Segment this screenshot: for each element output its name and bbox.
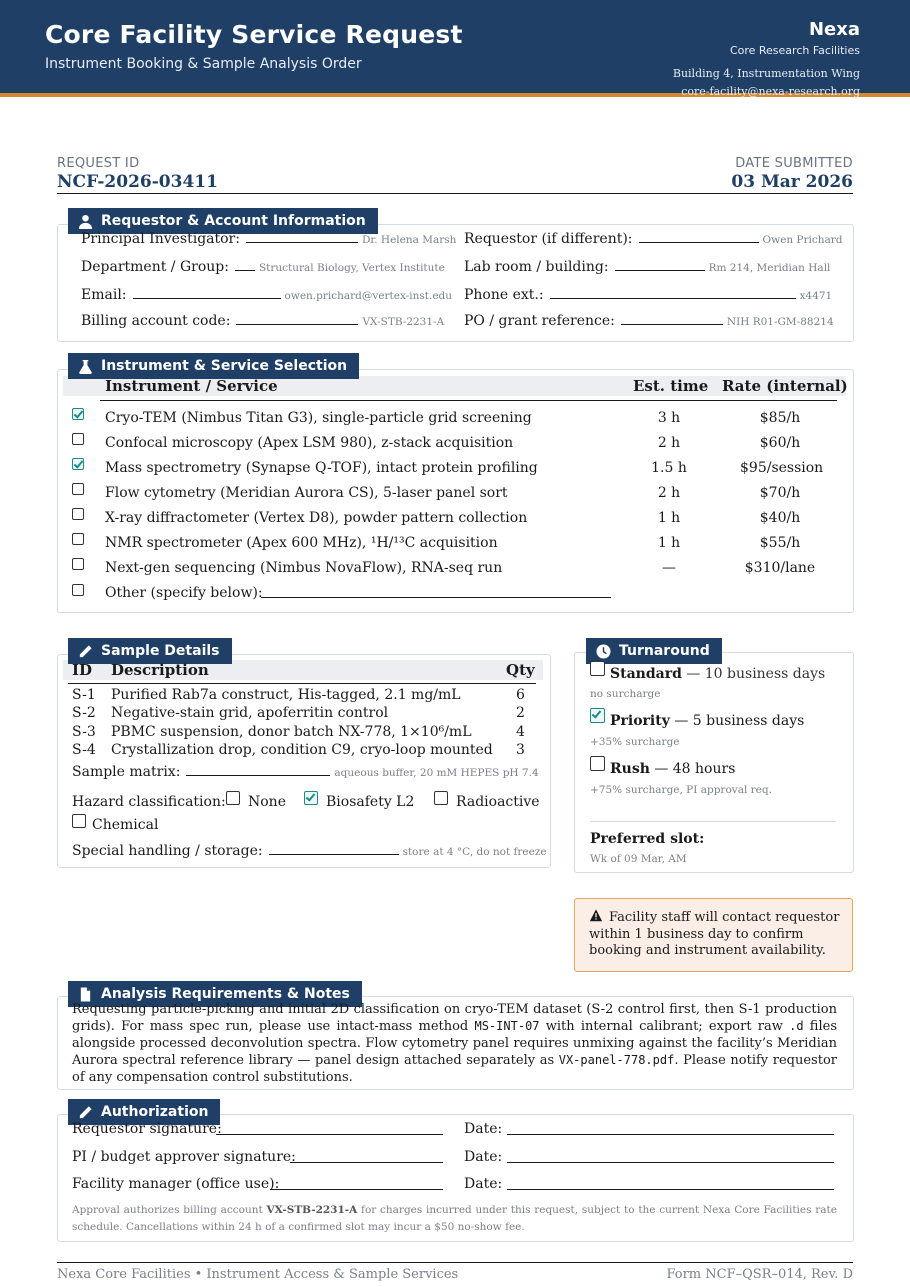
- instrument-time: 2 h: [657, 485, 681, 501]
- instrument-name: NMR spectrometer (Apex 600 MHz), ¹H/¹³C acquisition: [105, 535, 498, 551]
- org-name: Nexa: [808, 19, 860, 40]
- po-value: NIH R01-GM-88214: [726, 316, 834, 328]
- department-value: Structural Biology, Vertex Institute: [258, 262, 445, 274]
- instrument-rate: $60/h: [759, 435, 801, 451]
- billing-code-field[interactable]: [81, 313, 444, 329]
- instrument-header-rule: [100, 400, 837, 401]
- requestor-field[interactable]: [464, 231, 843, 247]
- turnaround-priority: [610, 713, 804, 729]
- billing-code-fine: VX-STB-2231-A: [266, 1204, 358, 1216]
- lab-room-field[interactable]: [464, 259, 830, 275]
- hazard-none-label: None: [248, 794, 286, 810]
- sample-header-rule: [68, 683, 536, 684]
- col-time: Est. time: [633, 377, 709, 395]
- sample-qty: 6: [516, 687, 525, 703]
- pi-sig-line[interactable]: [290, 1162, 443, 1163]
- manager-sig-label: Facility manager (office use):: [72, 1176, 280, 1192]
- turnaround-heading: [586, 638, 722, 664]
- pi-sig-date-label: Date:: [464, 1149, 503, 1165]
- instrument-time: 1 h: [657, 535, 681, 551]
- hazard-chemical-label: Chemical: [92, 817, 159, 833]
- sample-desc: Purified Rab7a construct, His-tagged, 2.1 mg/mL: [111, 687, 461, 703]
- email-label: Email:: [81, 287, 127, 303]
- special-handling-label: Special handling / storage:: [72, 843, 263, 859]
- instrument-checkbox[interactable]: [72, 405, 84, 424]
- hazard-radioactive-checkbox[interactable]: [434, 790, 448, 809]
- hazard-bsl2-label: Biosafety L2: [326, 794, 415, 810]
- instrument-rate: $70/h: [759, 485, 801, 501]
- col-sample-qty: Qty: [506, 661, 535, 679]
- instrument-checkbox[interactable]: [72, 430, 84, 449]
- turnaround-standard-checkbox[interactable]: [590, 661, 605, 680]
- date-submitted-label: DATE SUBMITTED: [735, 156, 853, 171]
- turnaround-rush: [610, 761, 735, 777]
- instrument-time: 1 h: [657, 510, 681, 526]
- pi-sig-date-line[interactable]: [507, 1162, 834, 1163]
- turnaround-heading-label: Turnaround: [619, 643, 710, 659]
- special-handling-value: store at 4 °C, do not freeze: [402, 846, 547, 858]
- turnaround-standard-note: no surcharge: [590, 688, 661, 700]
- sample-id: S-4: [72, 741, 96, 758]
- turnaround-priority-note: +35% surcharge: [590, 736, 680, 748]
- footer-right: Form NCF–QSR–014, Rev. D: [666, 1267, 853, 1282]
- pi-field[interactable]: [81, 231, 456, 247]
- other-input[interactable]: [261, 597, 611, 598]
- phone-label: Phone ext.:: [464, 287, 544, 303]
- sample-desc: Negative-stain grid, apoferritin control: [111, 705, 389, 722]
- instrument-rate: $310/lane: [744, 560, 816, 576]
- email-field[interactable]: [81, 287, 452, 303]
- request-divider: [57, 193, 853, 194]
- lab-room-label: Lab room / building:: [464, 259, 609, 275]
- authorization-fine-print: Approval authorizes billing account VX-STB-2231-A for charges incurred under this request, subject to the current Nexa Core Facilities rate schedule. Cancellations within 24 h of a confirmed slot may incur a $50 no-show fee.: [72, 1204, 837, 1233]
- form-title: Core Facility Service Request: [45, 20, 463, 49]
- requestor-sig-line[interactable]: [216, 1134, 443, 1135]
- requestor-label: Requestor (if different):: [464, 231, 633, 247]
- instrument-rate: $55/h: [759, 535, 801, 551]
- col-sample-id: ID: [72, 661, 93, 679]
- clock-icon: [596, 644, 611, 659]
- hazard-none-checkbox[interactable]: [226, 790, 240, 809]
- manager-sig-date-label: Date:: [464, 1176, 503, 1192]
- turnaround-divider: [590, 821, 836, 822]
- request-id-value: NCF-2026-03411: [57, 172, 218, 192]
- pi-label: Principal Investigator:: [81, 231, 240, 247]
- col-sample-desc: Description: [111, 661, 209, 679]
- method-code: MS-INT-07: [474, 1019, 540, 1033]
- col-service: Instrument / Service: [105, 377, 278, 395]
- preferred-slot-label: Preferred slot:: [590, 831, 705, 847]
- pen-icon: [78, 1105, 93, 1120]
- billing-code-value: VX-STB-2231-A: [362, 316, 445, 328]
- instrument-checkbox[interactable]: [72, 530, 84, 549]
- footer-rule: [57, 1262, 853, 1263]
- instrument-checkbox[interactable]: [72, 480, 84, 499]
- authorization-heading-label: Authorization: [101, 1104, 209, 1120]
- phone-value: x4471: [799, 290, 833, 302]
- turnaround-standard-name: Standard: [610, 666, 682, 682]
- requestor-heading-label: Requestor & Account Information: [101, 213, 366, 229]
- request-id-label: REQUEST ID: [57, 156, 140, 171]
- instrument-time: 3 h: [657, 410, 681, 426]
- instrument-checkbox[interactable]: [72, 505, 84, 524]
- preferred-slot-value[interactable]: Wk of 09 Mar, AM: [590, 853, 687, 865]
- sample-id: S-1: [72, 687, 96, 703]
- analysis-text: Requesting particle-picking and initial 2D classification on cryo-TEM dataset (S-2 control first, then S-1 production grids). For mass spec run, please use intact-mass method MS-INT-07 with internal calibrant; export raw .d files alongside processed deconvolution spectra. Flow cytometry panel requires unmixing against the facility’s Meridian Aurora spectral reference library — panel design attached separately as VX-panel-778.pdf. Please notify requestor of any compensation control substitutions.: [72, 1002, 837, 1085]
- sample-qty: 3: [516, 741, 525, 758]
- sample-id: S-3: [72, 723, 96, 740]
- turnaround-standard: [610, 666, 825, 682]
- requestor-sig-date-label: Date:: [464, 1121, 503, 1137]
- other-label: Other (specify below):: [105, 585, 263, 601]
- footer-left: Nexa Core Facilities • Instrument Access & Sample Services: [57, 1267, 459, 1282]
- turnaround-rush-checkbox[interactable]: [590, 756, 605, 775]
- email-value: owen.prichard@vertex-inst.edu: [284, 290, 453, 302]
- instrument-time: 1.5 h: [651, 460, 687, 476]
- form-subtitle: Instrument Booking & Sample Analysis Order: [45, 56, 362, 72]
- sample-matrix-value: aqueous buffer, 20 mM HEPES pH 7.4: [334, 767, 539, 779]
- org-email[interactable]: core-facility@nexa-research.org: [681, 85, 860, 98]
- document-icon: [78, 987, 93, 1002]
- org-address: Building 4, Instrumentation Wing: [672, 67, 860, 80]
- instrument-name: Cryo-TEM (Nimbus Titan G3), single-particle grid screening: [105, 410, 532, 426]
- instrument-rate: $40/h: [759, 510, 801, 526]
- instrument-rate: $85/h: [759, 410, 801, 426]
- instrument-checkbox[interactable]: [72, 455, 84, 474]
- turnaround-rush-desc: — 48 hours: [654, 761, 736, 777]
- instrument-name: Confocal microscopy (Apex LSM 980), z-stack acquisition: [105, 435, 514, 451]
- sample-qty: 2: [516, 705, 525, 722]
- instrument-name: Mass spectrometry (Synapse Q-TOF), intact protein profiling: [105, 460, 538, 476]
- sample-matrix-field[interactable]: [72, 764, 539, 780]
- turnaround-rush-note: +75% surcharge, PI approval req.: [590, 784, 772, 796]
- po-field[interactable]: [464, 313, 834, 329]
- pi-sig-label: PI / budget approver signature:: [72, 1149, 296, 1165]
- other-checkbox[interactable]: [72, 581, 84, 600]
- billing-code-label: Billing account code:: [81, 313, 231, 329]
- requestor-sig-label: Requestor signature:: [72, 1121, 222, 1137]
- turnaround-rush-name: Rush: [610, 761, 650, 777]
- instrument-heading: [68, 353, 359, 379]
- department-label: Department / Group:: [81, 259, 229, 275]
- manager-sig-date-line[interactable]: [507, 1189, 834, 1190]
- instrument-name: Flow cytometry (Meridian Aurora CS), 5-laser panel sort: [105, 485, 508, 501]
- instrument-name: Next-gen sequencing (Nimbus NovaFlow), RNA-seq run: [105, 560, 503, 576]
- hazard-chemical-checkbox[interactable]: [72, 813, 86, 832]
- turnaround-priority-name: Priority: [610, 713, 670, 729]
- file-ext-code: .d: [789, 1019, 804, 1033]
- hazard-bsl2-checkbox[interactable]: [304, 790, 318, 809]
- hazard-label: Hazard classification:: [72, 794, 226, 810]
- sample-id: S-2: [72, 705, 96, 722]
- po-label: PO / grant reference:: [464, 313, 615, 329]
- requestor-sig-date-line[interactable]: [507, 1134, 834, 1135]
- manager-sig-line[interactable]: [270, 1189, 443, 1190]
- sample-heading-label: Sample Details: [101, 643, 220, 659]
- notice-content: [589, 909, 841, 960]
- instrument-time: —: [662, 560, 676, 576]
- special-handling-field[interactable]: [72, 843, 547, 859]
- requestor-value: Owen Prichard: [762, 234, 843, 246]
- sample-desc: Crystallization drop, condition C9, cryo-loop mounted: [111, 741, 493, 758]
- notice-text: Facility staff will contact requestor within 1 business day to confirm booking and instrument availability.: [589, 910, 840, 958]
- phone-field[interactable]: [464, 287, 832, 303]
- hazard-radioactive-label: Radioactive: [456, 794, 540, 810]
- department-field[interactable]: [81, 259, 445, 275]
- turnaround-standard-desc: — 10 business days: [686, 666, 826, 682]
- sample-desc: PBMC suspension, donor batch NX-778, 1×10⁶/mL: [111, 723, 472, 740]
- analysis-heading-label: Analysis Requirements & Notes: [101, 986, 350, 1002]
- warning-icon: [589, 909, 603, 922]
- instrument-heading-label: Instrument & Service Selection: [101, 358, 348, 374]
- user-icon: [78, 214, 93, 229]
- instrument-rate: $95/session: [740, 460, 824, 476]
- lab-room-value: Rm 214, Meridian Hall: [708, 262, 831, 274]
- pencil-icon: [78, 644, 93, 659]
- org-subtitle: Core Research Facilities: [729, 44, 860, 57]
- sample-qty: 4: [516, 723, 525, 740]
- turnaround-priority-desc: — 5 business days: [674, 713, 805, 729]
- instrument-name: X-ray diffractometer (Vertex D8), powder pattern collection: [105, 510, 528, 526]
- flask-icon: [78, 359, 93, 374]
- col-rate: Rate (internal): [722, 377, 848, 395]
- instrument-time: 2 h: [657, 435, 681, 451]
- turnaround-priority-checkbox[interactable]: [590, 708, 605, 727]
- pi-value: Dr. Helena Marsh: [361, 234, 457, 246]
- panel-file-code: VX-panel-778.pdf: [558, 1053, 675, 1067]
- date-submitted-value: 03 Mar 2026: [731, 172, 853, 192]
- instrument-checkbox[interactable]: [72, 555, 84, 574]
- sample-matrix-label: Sample matrix:: [72, 764, 181, 780]
